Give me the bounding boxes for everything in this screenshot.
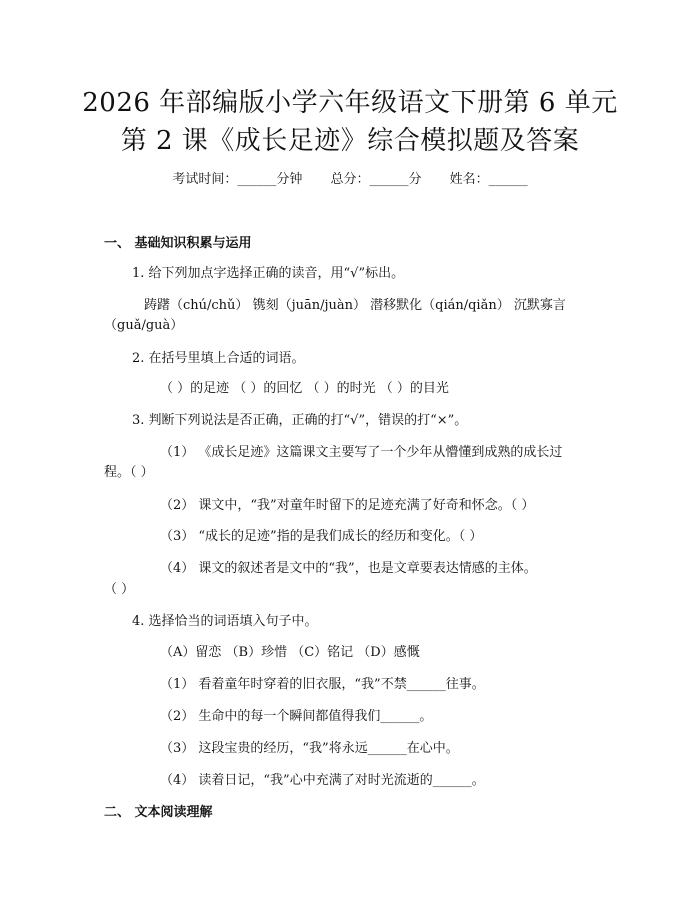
question-2-stem: 2. 在括号里填上合适的词语。 — [132, 351, 305, 366]
question-3-item2: （2） 课文中，“我”对童年时留下的足迹充满了好奇和怀念。（ ） — [160, 498, 535, 513]
question-4-item3: （3） 这段宝贵的经历，“我”将永远______在心中。 — [160, 741, 459, 756]
student-name-field: 姓名：______ — [449, 172, 528, 187]
question-4-item2: （2） 生命中的每一个瞬间都值得我们______。 — [160, 709, 433, 724]
exam-time-field: 考试时间：______分钟 — [172, 172, 303, 187]
question-1-line1: 踌躇（chú/chǔ） 镌刻（juān/juàn） 潜移默化（qián/qiǎn） 沉默寡言 — [144, 298, 566, 313]
question-4-options: （A）留恋 （B）珍惜 （C）铭记 （D）感慨 — [160, 645, 420, 660]
document-title-line2: 第 2 课《成长足迹》综合模拟题及答案 — [120, 126, 580, 156]
question-4-stem: 4. 选择恰当的词语填入句子中。 — [132, 614, 318, 629]
question-4-item4: （4） 读着日记，“我”心中充满了对时光流逝的______。 — [160, 773, 485, 788]
document-title-line1: 2026 年部编版小学六年级语文下册第 6 单元 — [82, 88, 618, 118]
question-3-item4: （4） 课文的叙述者是文中的“我”，也是文章要表达情感的主体。 — [160, 561, 537, 576]
question-3-item3: （3） “成长的足迹”指的是我们成长的经历和变化。（ ） — [160, 529, 483, 544]
total-score-field: 总分：______分 — [330, 172, 422, 187]
question-1-line2: （guǎ/guà） — [104, 318, 184, 333]
section-heading-2: 二、 文本阅读理解 — [104, 805, 213, 820]
question-1-stem: 1. 给下列加点字选择正确的读音，用“√”标出。 — [132, 266, 405, 281]
question-3-stem: 3. 判断下列说法是否正确，正确的打“√”，错误的打“×”。 — [132, 413, 468, 428]
exam-meta — [0, 168, 700, 187]
question-2-line1: （ ）的足迹 （ ）的回忆 （ ）的时光 （ ）的目光 — [160, 381, 449, 396]
question-3-item1-cont: 程。（ ） — [104, 465, 154, 480]
question-4-item1: （1） 看着童年时穿着的旧衣服，“我”不禁______往事。 — [160, 677, 485, 692]
question-3-item1: （1） 《成长足迹》这篇课文主要写了一个少年从懵懂到成熟的成长过 — [160, 445, 563, 460]
section-heading-1: 一、 基础知识积累与运用 — [104, 236, 252, 251]
question-3-item4-cont: （ ） — [104, 582, 135, 597]
